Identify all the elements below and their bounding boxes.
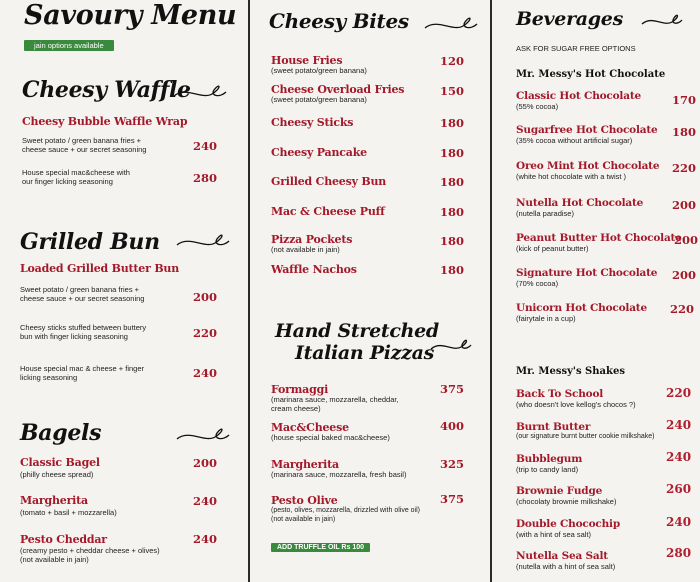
drink-desc: (70% cocoa) — [516, 279, 559, 288]
drink-name: Classic Hot Chocolate — [516, 90, 641, 102]
bite-price: 180 — [440, 205, 465, 219]
shake-desc: (with a hint of sea salt) — [516, 530, 592, 539]
drink-name: Peanut Butter Hot Chocolate — [516, 232, 682, 244]
drink-name: Nutella Hot Chocolate — [516, 197, 644, 209]
menu-title: Savoury Menu — [24, 0, 237, 31]
drink-name: Oreo Mint Hot Chocolate — [516, 160, 660, 172]
column-divider — [490, 0, 492, 582]
pizza-name: Formaggi — [271, 383, 329, 396]
bite-price: 180 — [440, 234, 465, 248]
sugar-free-note: ASK FOR SUGAR FREE OPTIONS — [516, 44, 636, 53]
pizza-price: 325 — [440, 457, 465, 471]
bite-price: 150 — [440, 84, 465, 98]
bite-price: 180 — [440, 146, 465, 160]
shake-price: 220 — [666, 386, 692, 400]
bagel-price: 200 — [193, 456, 218, 470]
shake-desc: (our signature burnt butter cookie milkshake) — [516, 433, 655, 440]
bagel-name: Pesto Cheddar — [20, 533, 107, 546]
pizza-name: Pesto Olive — [271, 494, 338, 507]
pizza-desc: (pesto, olives, mozzarella, drizzled with olive oil) (not available in jain) — [271, 507, 420, 523]
drink-price: 180 — [672, 125, 697, 139]
jain-badge: jain options available — [24, 40, 114, 51]
cheesy-bites-column — [251, 0, 488, 582]
hot-chocolate-heading: Mr. Messy's Hot Chocolate — [516, 69, 666, 80]
pizza-price: 375 — [440, 382, 465, 396]
bagel-desc: (creamy pesto + cheddar cheese + olives) (not available in jain) — [20, 546, 160, 564]
shake-desc: (trip to candy land) — [516, 465, 579, 474]
bite-price: 180 — [440, 175, 465, 189]
bite-price: 180 — [440, 263, 465, 277]
drink-desc: (fairytale in a cup) — [516, 314, 576, 323]
pizza-desc: (marinara sauce, mozzarella, fresh basil) — [271, 470, 407, 479]
drink-desc: (white hot chocolate with a twist ) — [516, 172, 627, 181]
shake-name: Nutella Sea Salt — [516, 550, 608, 562]
waffle-option-desc: Sweet potato / green banana fries + cheese sauce + our secret seasoning — [22, 136, 147, 154]
swirl-icon — [175, 233, 231, 253]
shake-price: 280 — [666, 546, 692, 560]
section-title-bagels: Bagels — [20, 420, 102, 446]
pizza-name: Mac&Cheese — [271, 421, 349, 434]
shake-price: 240 — [666, 515, 692, 529]
bun-option-desc: Sweet potato / green banana fries + cheese sauce + our secret seasoning — [20, 285, 145, 303]
shake-price: 260 — [666, 482, 692, 496]
waffle-option-price: 240 — [193, 139, 218, 153]
bite-desc: (not available in jain) — [271, 245, 340, 254]
drink-name: Sugarfree Hot Chocolate — [516, 124, 658, 136]
shake-name: Back To School — [516, 388, 604, 400]
waffle-option-desc: House special mac&cheese with our finger licking seasoning — [22, 168, 130, 186]
shake-name: Double Chocochip — [516, 518, 620, 530]
bagel-name: Margherita — [20, 494, 88, 507]
bite-desc: (sweet potato/green banana) — [271, 95, 367, 104]
section-title-bites: Cheesy Bites — [269, 9, 409, 33]
truffle-oil-badge: ADD TRUFFLE OIL Rs 100 — [271, 543, 370, 552]
shake-desc: (nutella with a hint of sea salt) — [516, 562, 616, 571]
bite-name: Waffle Nachos — [271, 263, 357, 276]
bite-name: Cheesy Sticks — [271, 116, 354, 129]
swirl-icon — [640, 13, 684, 31]
pizza-name: Margherita — [271, 458, 339, 471]
bite-price: 180 — [440, 116, 465, 130]
savoury-column — [0, 0, 247, 582]
swirl-icon — [429, 338, 473, 356]
bun-option-price: 240 — [193, 366, 218, 380]
section-title-bun: Grilled Bun — [20, 229, 160, 255]
shake-desc: (chocolaty brownie milkshake) — [516, 497, 617, 506]
pizza-title-line1: Hand Stretched — [275, 320, 439, 342]
drink-price: 200 — [672, 268, 697, 282]
beverages-column — [494, 0, 700, 582]
column-divider — [248, 0, 250, 582]
drink-price: 220 — [672, 161, 697, 175]
drink-name: Signature Hot Chocolate — [516, 267, 658, 279]
bite-name: Cheesy Pancake — [271, 146, 367, 159]
bun-option-desc: House special mac & cheese + finger licking seasoning — [20, 364, 145, 382]
pizza-price: 400 — [440, 419, 465, 433]
bun-option-price: 200 — [193, 290, 218, 304]
bun-item-name: Loaded Grilled Butter Bun — [20, 262, 180, 275]
bun-option-price: 220 — [193, 326, 218, 340]
bagel-desc: (tomato + basil + mozzarella) — [20, 508, 117, 517]
pizza-desc: (house special baked mac&cheese) — [271, 433, 390, 442]
waffle-item-name: Cheesy Bubble Waffle Wrap — [22, 115, 188, 128]
section-title-beverages: Beverages — [516, 8, 623, 30]
bagel-desc: (philly cheese spread) — [20, 470, 94, 479]
bagel-name: Classic Bagel — [20, 456, 100, 469]
drink-desc: (35% cocoa without artificial sugar) — [516, 136, 633, 145]
bite-name: House Fries — [271, 54, 343, 67]
drink-price: 200 — [672, 198, 697, 212]
drink-price: 170 — [672, 93, 697, 107]
pizza-price: 375 — [440, 492, 465, 506]
bite-name: Mac & Cheese Puff — [271, 205, 385, 218]
bite-desc: (sweet potato/green banana) — [271, 66, 367, 75]
drink-price: 200 — [674, 233, 699, 247]
drink-desc: (nutella paradise) — [516, 209, 574, 218]
shake-name: Bubblegum — [516, 453, 583, 465]
shake-price: 240 — [666, 418, 692, 432]
bun-option-desc: Cheesy sticks stuffed between buttery bun with finger licking seasoning — [20, 323, 147, 341]
shake-name: Burnt Butter — [516, 421, 591, 433]
shake-name: Brownie Fudge — [516, 485, 603, 497]
swirl-icon — [172, 84, 228, 104]
bite-name: Pizza Pockets — [271, 233, 353, 246]
drink-desc: (kick of peanut butter) — [516, 244, 589, 253]
swirl-icon — [423, 16, 479, 36]
shake-price: 240 — [666, 450, 692, 464]
swirl-icon — [175, 427, 231, 447]
drink-price: 220 — [670, 302, 695, 316]
drink-desc: (55% cocoa) — [516, 102, 559, 111]
bite-price: 120 — [440, 54, 465, 68]
pizza-title-line2: Italian Pizzas — [295, 342, 435, 364]
bite-name: Grilled Cheesy Bun — [271, 175, 387, 188]
bagel-price: 240 — [193, 532, 218, 546]
shake-desc: (who doesn't love kellog's chocos ?) — [516, 400, 636, 409]
bite-name: Cheese Overload Fries — [271, 83, 405, 96]
section-title-waffle: Cheesy Waffle — [22, 77, 191, 103]
bagel-price: 240 — [193, 494, 218, 508]
pizza-desc: (marinara sauce, mozzarella, cheddar, cream cheese) — [271, 395, 399, 413]
drink-name: Unicorn Hot Chocolate — [516, 302, 647, 314]
waffle-option-price: 280 — [193, 171, 218, 185]
shakes-heading: Mr. Messy's Shakes — [516, 366, 625, 377]
